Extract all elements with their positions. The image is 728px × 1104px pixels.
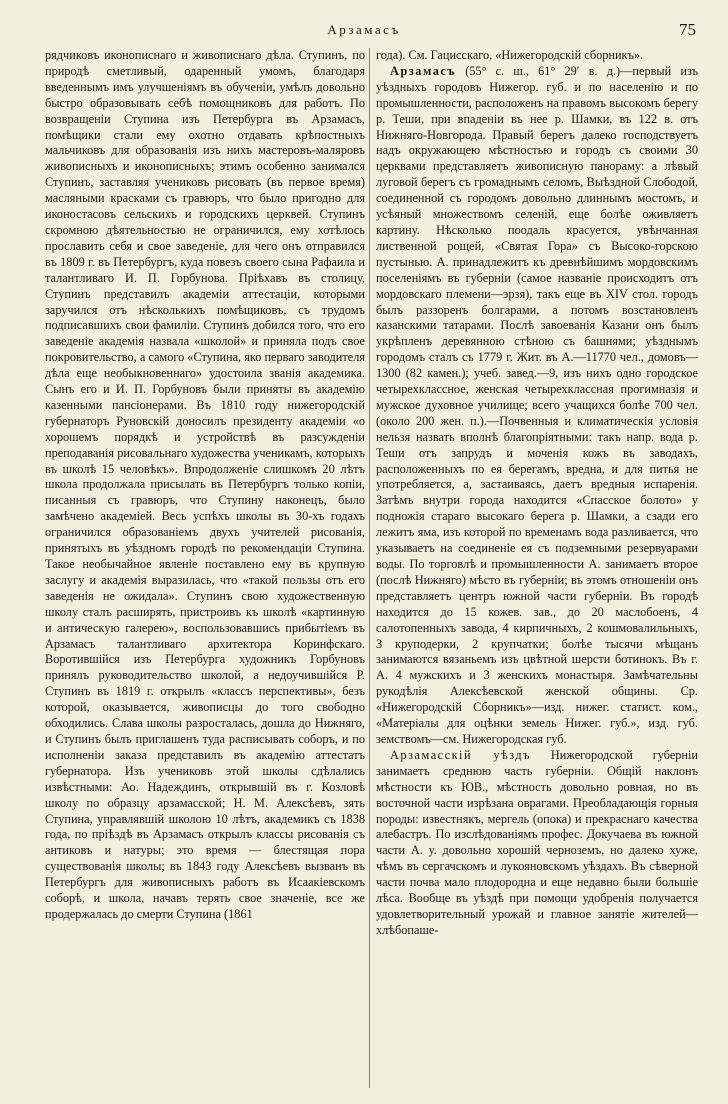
entry-headword: Арзамасъ	[390, 63, 457, 78]
entry-body: (55° с. ш., 61° 29′ в. д.)—первый изъ уѣздныхъ городовъ Нижегор. губ. и по населенію и по промышленности, расположенъ на правомъ высокомъ берегу р. Теши, при впаденіи въ нее р. Шамки, въ 122 в. отъ Нижняго-Новгорода. Правый берегъ далеко господствуетъ надъ окружающею мѣстностью и городъ съ своими 30 церквами представляетъ живописную панораму: а лѣвый луговой берегъ съ громаднымъ селомъ, Выѣздной Слободой, соединенной съ городомъ довольно длиннымъ мостомъ, и усѣяный множествомъ селеній, еще болѣе оживляетъ картину. Нѣсколько поодаль красуется, увѣнчанная лиственной рощей, «Святая Гора» съ Высоко-горскою пустынью. А. принадлежитъ къ древнѣйшимъ мордовскимъ поселеніямъ въ губерніи (самое названіе происходитъ отъ мордовскаго племени—эрзя), такъ еще въ XIV стол. городъ былъ раззоренъ болгарами, а потомъ возстановленъ казанскими татарами. Послѣ завоеванія Казани онъ былъ укрѣпленъ деревянною стѣною съ башнями; уѣзднымъ городомъ сталъ съ 1779 г. Жит. въ А.—11770 чел., домовъ—1300 (82 камен.); учеб. завед.—9, изъ нихъ одно городское четырехклассное, женская четырехклассная прогимназія и мужское духовное училище; всего учащихся болѣе 700 чел. (около 200 жен. п.).—Почвенныя и климатическія условія нельзя назвать вполнѣ благопріятными: такъ напр. вода р. Теши отъ запрудъ и моченія кожъ въ заводахъ, расположенныхъ по ея берегамъ, вредна, и для питья не употребляется, а, застаиваясь, даетъ вредныя испаренія. Затѣмъ внутри города находится «Спасское болото» у подножія стараго высокаго берега р. Шамки, а сзади его лежитъ яма, изъ которой по временамъ вода разливается, что указываетъ на соединеніе ея съ подземными резервуарами воды. По торговлѣ и промышленности А. занимаетъ второе (послѣ Нижняго) мѣсто въ губерніи; въ этомъ отношеніи онъ представляетъ центръ южной части губерніи. Въ городѣ находится до 15 кожев. зав., до 20 маслобоенъ, 4 салотопенныхъ завода, 4 кирпичныхъ, 2 кошмовалильныхъ, 3 круподерки, 2 крупчатки; болѣе тысячи мѣщанъ занимаются вязаньемъ изъ цвѣтной шерсти ботинокъ. Въ г. А. 4 мужскихъ и 3 женскихъ монастыря. Замѣчательны рукодѣлія Алексѣевской женской общины. Ср. «Нижегородскій Сборникъ»—изд. нижег. статист. ком., «Матеріалы для оцѣнки земель Нижег. губ.», изд. губ. земствомъ—см. Нижегородская губ.	[376, 63, 698, 746]
running-header: Арзамасъ	[327, 22, 401, 37]
left-paragraph: рядчиковъ иконописнаго и живописнаго дѣла. Ступинъ, по природѣ сметливый, одаренный умомъ, благодаря введеннымъ имъ улучшеніямъ въ обученіи, умѣлъ довольно быстро образовывать себѣ помощниковъ для работъ. По возвращеніи Ступина изъ Петербурга въ Арзамасъ, помѣщики стали ему охотно отдавать крѣпостныхъ мальчиковъ для образованія изъ нихъ мастеровъ-маляровъ живописныхъ и иконописныхъ; этимъ особенно занимался Ступинъ, заставляя учениковъ рисовать (въ первое время) масляными красками съ гравюръ, что было пригодно для иконостасовъ сельскихъ и городскихъ церквей. Ступинъ скромною дѣятельностью не ограничился, ему хотѣлось прославить себя и свое заведеніе, для чего онъ отправился въ 1809 г. въ Петербургъ, куда повезъ своего сына Рафаила и талантливаго И. П. Горбунова. Пріѣхавъ въ столицу, Ступинъ представилъ академіи аттестаціи, которыми заручился отъ нѣсколькихъ помѣщиковъ, съ трудомъ подписавшихъ свои фамиліи. Ступинъ добился того, что его заведеніе академія назвала «школой» и приняла подъ свое покровительство, а самого «Ступина, яко перваго заводителя дѣла еще необыкновеннаго» удостоила званія академика. Сынъ его и И. П. Горбуновъ были приняты въ академію казенными пансіонерами. Въ 1810 году нижегородскій губернаторъ Руновскій доносилъ президенту академіи «о хорошемъ порядкѣ и устройствѣ въ разсужденіи преподаванія рисовальнаго художества ученикамъ, которыхъ въ школѣ 15 человѣкъ». Впродолженіе слишкомъ 20 лѣтъ школа продолжала присылать въ Петербургъ только копіи, писанныя съ гравюръ, что Ступину наконецъ, было замѣчено академіей. Весь успѣхъ школы въ 30-хъ годахъ ограничился образованіемъ двухъ учителей рисованія, принятыхъ въ уѣздномъ городѣ по рекомендаціи Ступина. Такое необычайное явленіе поставлено ему въ крупную заслугу и академія выразилась, что «такой пользы отъ его заведенія не ожидала». Ступинъ свою художественную школу сталъ расширять, пристроивъ къ школѣ «картинную и антическую галерею», воспользовавшись прибытіемъ въ Арзамасъ талантливаго архитектора Коринфскаго. Воротившійся изъ Петербурга художникъ Горбуновъ принялъ руководительство школой, а недоучившійся Р. Ступинъ въ 1819 г. открылъ «классъ перспективы», безъ которой, оказывается, живописцы до того свободно обходились. Слава школы разросталась, дошла до Нижняго, и Ступинъ былъ приглашенъ туда расписывать соборъ, и по исполненіи заказа представилъ въ академію аттестатъ губернатора. Изъ учениковъ этой школы сдѣлались извѣстными: Ао. Надеждинъ, открывшій въ г. Козловѣ школу по образцу арзамасской; Н. М. Алексѣевъ, зять Ступина, управлявшій школою 10 лѣтъ, академикъ съ 1838 года, по пріѣздѣ въ Арзамасъ открылъ классы рисованія съ антиковъ и натуры; это время — блестящая пора существованія школы; въ 1843 году Алексѣевъ вызванъ въ Петербургъ для живописныхъ работъ въ Исаакіевскомъ соборѣ, и школа, начавъ терять свое значеніе, все же продержалась до смерти Ступина (1861	[45, 48, 365, 921]
entry-body: Нижегородской губерніи занимаетъ среднюю часть губерніи. Общій наклонъ мѣстности къ ЮВ., мѣстность довольно ровная, но въ восточной части изрѣзана оврагами. Преобладающія горныя породы: известнякъ, мергель (опока) и прекраснаго качества алебастръ. По изслѣдованіямъ профес. Докучаева въ южной части А. у. довольно хорошій черноземъ, но далеко хуже, чѣмъ въ сергачскомъ и лукояновскомъ уѣздахъ. Въ сѣверной части почва мало плодородна и еще недавно были большіе лѣса. Вообще въ уѣздѣ при помощи удобренія получается удовлетворительный урожай и главное занятіе жителей—хлѣбопаше-	[376, 747, 699, 937]
left-column	[45, 48, 365, 923]
right-paragraph-continuation: года). См. Гацисскаго, «Нижегородскій сборникъ».	[376, 48, 644, 62]
entry-headword: Арзамасскій уѣздъ	[390, 747, 532, 762]
column-divider	[369, 48, 370, 1088]
entry-arzamas-uezd	[376, 748, 698, 939]
entry-arzamas	[376, 64, 698, 748]
page-number: 75	[679, 20, 696, 39]
right-column	[376, 48, 698, 939]
